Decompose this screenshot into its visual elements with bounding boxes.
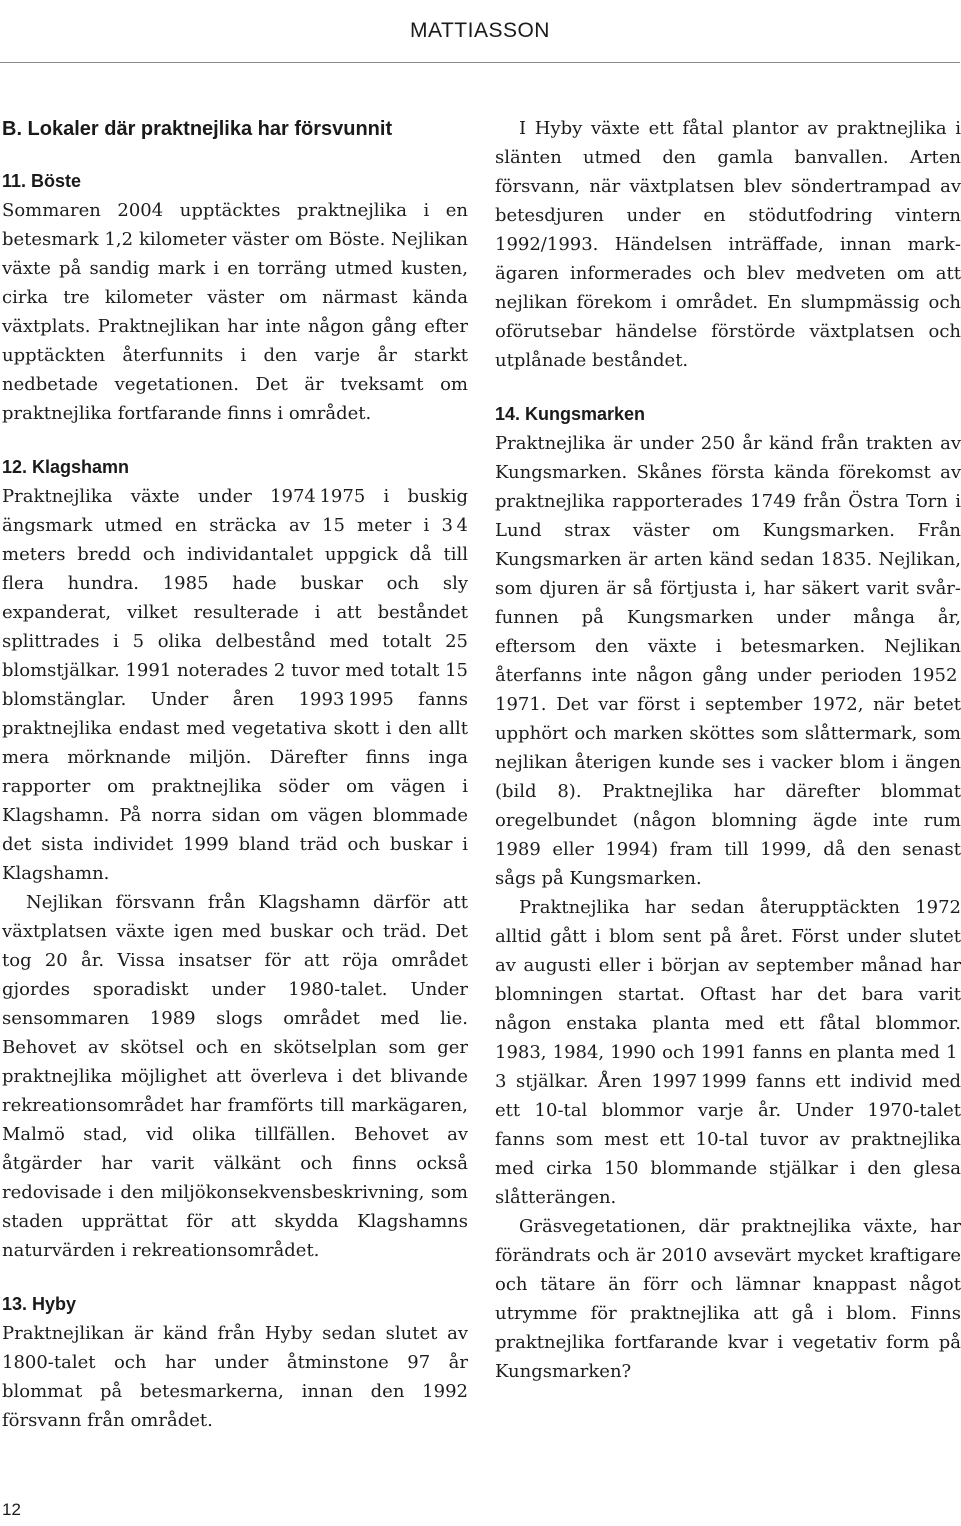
left-column <box>2 114 468 1435</box>
running-head <box>0 0 960 63</box>
section-heading-hyby: 13. Hyby <box>2 1294 77 1314</box>
section-paragraph: Praktnejlikan är känd från Hyby sedan slutet av 1800-talet och har under åtminstone 97 år blommat på betesmarkerna, innan den 1992 försvann från området. <box>2 1323 468 1431</box>
section-paragraph: Nejlikan försvann från Klagshamn därför att växtplatsen växte igen med buskar och träd. Det tog 20 år. Vissa insatser för att röja området gjordes sporadiskt under 1980-talet. Under sensommaren 1989 slogs området med lie. Behovet av skötsel och en skötselplan som ger praktnejlika möjlighet att överleva i det blivande rekreationsområdet har framförts till markägaren, Malmö stad, vid olika tillfällen. Behovet av åtgärder har varit välkänt och finns också redovisade i den miljökonsekvensbeskrivning, som staden upprättat för att skydda Klagshamns naturvärden i rekreationsområdet. <box>2 892 468 1261</box>
section-paragraph: Praktnejlika växte under 1974 1975 i buskig ängsmark utmed en sträcka av 15 meter i 3 4 meters bredd och individantalet uppgick då till flera hundra. 1985 hade buskar och sly expanderat, vilket resulterade i att beståndet splittrades i 5 olika delbestånd med totalt 25 blomstjälkar. 1991 noterades 2 tuvor med totalt 15 blomstänglar. Under åren 1993 1995 fanns praktnejlika endast med vegetativa skott i den allt mera mörknande miljön. Därefter finns inga rapporter om praktnejlika söder om vägen i Klagshamn. På norra sidan om vägen blommade det sista individet 1999 bland träd och buskar i Klagshamn. <box>2 486 468 884</box>
section-heading-kungsmarken: 14. Kungsmarken <box>495 404 646 424</box>
section-paragraph: Praktnejlika är under 250 år känd från trakten av Kungsmarken. Skånes första kända förekomst av praktnejlika rapporterades 1749 från Östra Torn i Lund strax väster om Kungsmarken. Från Kungsmarken är arten känd sedan 1835. Nejlikan, som djuren är så förtjusta i, har säkert varit svårfunnen på Kungsmarken under många år, eftersom den växte i betesmarken. Nejlikan återfanns inte någon gång under perioden 1952 1971. Det var först i september 1972, när betet upphört och marken sköttes som slåttermark, som nejlikan återigen kunde ses i vacker blom i ängen (bild 8). Praktnejlika har därefter blommat oregelbundet (någon blomning ägde inte rum 1989 eller 1994) fram till 1999, då den senast sågs på Kungsmarken. <box>495 433 961 889</box>
section-paragraph: Praktnejlika har sedan återupptäckten 1972 alltid gått i blom sent på året. Först under slutet av augusti eller i början av september månad har blomningen startat. Oftast har det bara varit någon enstaka planta med ett fåtal blommor. 1983, 1984, 1990 och 1991 fanns en planta med 1 3 stjälkar. Åren 1997 1999 fanns ett individ med ett 10-tal blommor varje år. Under 1970-talet fanns som mest ett 10-tal tuvor av praktnejlika med cirka 150 blommande stjälkar i den glesa slåtterängen. <box>495 897 961 1208</box>
section-heading-klagshamn: 12. Klagshamn <box>2 457 130 477</box>
part-heading: B. Lokaler där praktnejlika har försvunnit <box>2 118 393 140</box>
right-column <box>495 114 961 1386</box>
section-heading-boste: 11. Böste <box>2 171 82 191</box>
page-number: 12 <box>2 1500 21 1519</box>
section-paragraph: Gräsvegetationen, där praktnejlika växte, har förändrats och är 2010 avsevärt mycket kraftigare och tätare än förr och lämnar knappast något utrymme för praktnejlika att gå i blom. Finns praktnejlika fortfarande kvar i vegetativ form på Kungsmarken? <box>495 1216 961 1382</box>
running-title: MATTIASSON <box>410 19 550 42</box>
hyby-continuation-paragraph: I Hyby växte ett fåtal plantor av praktnejlika i slänten utmed den gamla banvallen. Arten försvann, när växtplatsen blev söndertrampad av betesdjuren under en stödutfodring vintern 1992/1993. Händelsen inträffade, innan markägaren informerades och blev medveten om att nejlikan förekom i området. En slumpmässig och oförutsebar händelse förstörde växtplatsen och utplånade beståndet. <box>495 118 961 371</box>
section-paragraph: Sommaren 2004 upptäcktes praktnejlika i en betesmark 1,2 kilometer väster om Böste. Nejlikan växte på sandig mark i en torräng utmed kusten, cirka tre kilometer väster om närmast kända växtplats. Praktnejlikan har inte någon gång efter upptäckten återfunnits i den varje år starkt nedbetade vegetationen. Det är tveksamt om praktnejlika fortfarande finns i området. <box>2 200 468 424</box>
